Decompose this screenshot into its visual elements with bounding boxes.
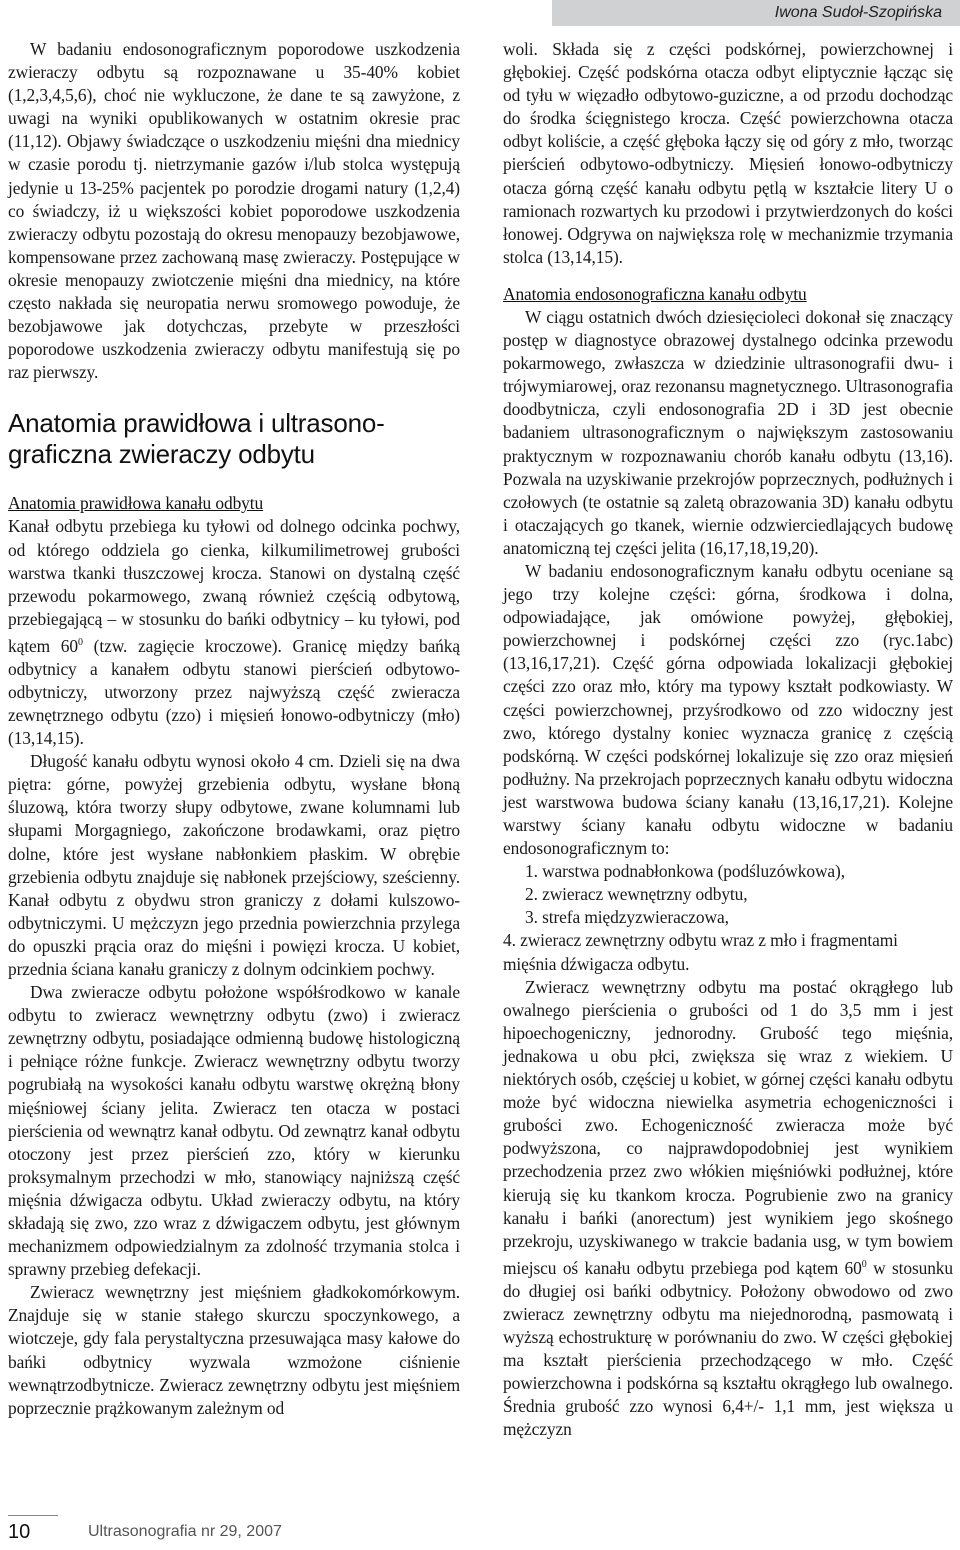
section-title-line2: graficzna zwieraczy odbytu (8, 439, 315, 470)
paragraph-internal-sphincter-us (503, 976, 953, 1442)
paragraph-internal-sphincter: Zwieracz wewnętrzny jest mięśniem gładkokomórkowym. Znajduje się w stanie stałego skurczu spoczynkowego, a wiotczeje, gdy fala perystaltyczna przesuwająca masy kałowe do bańki odbytnicy wyzwala wzmożone ciśnienie wewnątrzodbytnicze. Zwieracz zewnętrzny odbytu jest mięśniem poprzecznie prążkowanym zależnym od (8, 1282, 460, 1418)
paragraph-internal-sphincter-us-b: w stosunku do długiej osi bańki odbytnicy. Położony obwodowo od zwo zwieracz zewnętrzny odbytu ma niejednorodną, pasmowatą i wyższą echostrukturę w porównaniu do zwo. W części głębokiej ma kształt pierścienia przechodzącego w mło. Część powierzchowna i podskórna są kształtu okrągłego lub owalnego. Średnia grubość zzo wynosi 6,4+/- 1,1 mm, jest większa u mężczyzn (503, 1257, 953, 1440)
subheading-endosonographic-anatomy: Anatomia endosonograficzna kanału odbytu (503, 283, 807, 304)
intro-paragraph: W badaniu endosonograficznym poporodowe uszkodzenia zwieraczy odbytu są rozpoznawane u 35-40% kobiet (1,2,3,4,5,6), choć nie wykluczone, że dane te są zawyżone, z uwagi na wyniki opublikowanych w ostatnim okresie prac (11,12). Objawy świadczące o uszkodzeniu mięśni dna miednicy w czasie porodu tj. nietrzymanie gazów i/lub stolca występują jedynie u 13-25% pacjentek po porodzie drogami natury (1,2,4) co świadczy, iż u większości kobiet poporodowe uszkodzenia zwieraczy odbytu pozostają do okresu menopauzy bezobjawowe, kompensowane przez zachowaną masę zwieraczy. Postępujące w okresie menopauzy zwiotczenie mięśni dna miednicy, na które często nakłada się neuropatia nerwu sromowego powoduje, że bezobjawowe jak dotychczas, przebyte w przeszłości poporodowe uszkodzenia zwieraczy odbytu manifestują się po raz pierwszy. (8, 39, 460, 383)
paragraph-internal-sphincter-us-a: Zwieracz wewnętrzny odbytu ma postać okrągłego lub owalnego pierścienia o grubości od 1 do 3,5 mm i jest hipoechogeniczny, jednorodny. Grubość tego mięśnia, jednakowa u obu płci, zwiększa się wraz z wiekiem. U niektórych osób, częściej u kobiet, w górnej części kanału odbytu może być widoczna niewielka asymetria echogeniczności i grubości zwo. Echogeniczność zwieracza może być podwyższona, co najprawdopodobniej jest wynikiem przechodzenia przez zwo włókien mięśniówki podłużnej, które kierują się ku tkankom krocza. Pogrubienie zwo na granicy kanału i bańki (anorectum) jest wynikiem jego skośnego przekroju, uzyskiwanego w trakcie badania usg, w tym bowiem miejscu oś kanału odbytu przebiega pod kątem 60 (503, 976, 953, 1278)
running-header (552, 0, 960, 26)
degree-superscript: 0 (77, 636, 83, 648)
left-column (8, 38, 460, 1420)
paragraph-three-parts: W badaniu endosonograficznym kanału odbytu oceniane są jego trzy kolejne części: górna, środkowa i dolna, odpowiadające, jak omówione powyżej, głębokiej, powierzchownej i podskórnej części zzo (ryc.1abc) (13,16,17,21). Część górna odpowiada lokalizacji głębokiej części zzo oraz mło, który ma typowy kształt podkowiasty. W części powierzchownej, przyśrodkowo od zzo widoczny jest zwo, którego dystalny koniec wyznacza granicę z częścią podskórną. W części podskórnej lokalizuje się zzo oraz mięsień podłużny. Na przekrojach poprzecznych kanału odbytu widoczna jest warstwowa budowa ściany kanału (13,16,17,21). Kolejne warstwy ściany kanału odbytu widoczne w badaniu endosonograficznym to: (503, 560, 953, 859)
paragraph-anal-canal-b: (tzw. zagięcie kroczowe). Granicę między bańką odbytnicy a kanałem odbytu stanowi pierścień odbytowo-odbytniczy, utworzony przez najwyższą część zwieracza zewnętrznego odbytu (zzo) i mięsień łonowo-odbytniczy (mło) (13,14,15). (8, 635, 460, 749)
right-column (503, 38, 953, 1441)
list-item: 3. strefa międzyzwieraczowa, (525, 907, 729, 928)
paragraph-anal-canal (8, 515, 460, 750)
subheading-normal-anatomy: Anatomia prawidłowa kanału odbytu (8, 493, 264, 514)
footer-rule (8, 1515, 58, 1516)
section-title (8, 408, 460, 470)
paragraph-two-sphincters: Dwa zwieracze odbytu położone współśrodkowo w kanale odbytu to zwieracz wewnętrzny odbytu (zwo) i zwieracz zewnętrzny odbytu, posiadające odmienną budowę histologiczną i pełniące różne funkcje. Zwieracz wewnętrzny odbytu tworzy pogrubiałą na wysokości kanału odbytu warstwę okrężną błony mięśniowej ściany jelita. Zwieracz ten otacza w postaci pierścienia od wewnątrz kanał odbytu. Od zewnątrz kanał odbytu otoczony jest przez pierścień zzo, który w kierunku proksymalnym przechodzi w mło, stanowiący najniższą część mięśnia dźwigacza odbytu. Układ zwieraczy odbytu, na który składają się zwo, zzo wraz z dźwigaczem odbytu, jest głównym mechanizmem odpowiedzialnym za zdolność trzymania stolca i sprawny przebieg defekacji. (8, 982, 460, 1280)
journal-name: Ultrasonografia nr 29, 2007 (88, 1523, 282, 1540)
paragraph-anal-canal-a: Kanał odbytu przebiega ku tyłowi od dolnego odcinka pochwy, od którego oddziela go cienka, kilkumilimetrowej grubości warstwa tkanki tłuszczowej krocza. Stanowi on dystalną część przewodu pokarmowego, zwaną również częścią odbytową, przebiegającą – w stosunku do bańki odbytnicy – ku tyłowi, pod kątem 60 (8, 516, 460, 656)
section-title-line1: Anatomia prawidłowa i ultrasono- (8, 408, 385, 439)
wall-layers-list (503, 860, 953, 975)
header-author: Iwona Sudoł-Szopińska (774, 4, 942, 21)
paragraph-imaging-progress: W ciągu ostatnich dwóch dziesięcioleci dokonał się znaczący postęp w diagnostyce obrazowej dystalnego odcinka przewodu pokarmowego, zwłaszcza w dziedzinie ultrasonografii dwu- i trójwymiarowej, oraz rezonansu magnetycznego. Ultrasonografia doodbytnicza, czyli endosonografia 2D i 3D jest obecnie badaniem ultrasonograficznym o największym zastosowaniu praktycznym w rozpoznawaniu chorób kanału odbytu (13,16). Pozwala na uzyskiwanie przekrojów poprzecznych, podłużnych i czołowych (te ostatnie są zaletą obrazowania 3D) kanału odbytu i otaczających go tkanek, wiernie odzwierciedlających budowę anatomiczną tej części jelita (16,17,18,19,20). (503, 306, 953, 558)
paragraph-continued: woli. Składa się z części podskórnej, powierzchownej i głębokiej. Część podskórna otacza odbyt eliptycznie łącząc się od tyłu w więzadło odbytowo-guziczne, a od przodu dochodząc do środka ścięgnistego krocza. Część powierzchowna otacza odbyt koliście, a część głęboka łączy się od góry z mło, tworząc pierścień odbytowo-odbytniczy. Mięsień łonowo-odbytniczy otacza górną część kanału odbytu pętlą w kształcie litery U o ramionach rozwartych ku przodowi i przytwierdzonych do kości łonowej. Odgrywa on największa rolę w mechanizmie trzymania stolca (13,14,15). (503, 39, 953, 267)
list-item: 1. warstwa podnabłonkowa (podśluzówkowa), (525, 861, 845, 882)
page-number: 10 (8, 1521, 31, 1543)
list-item: 2. zwieracz wewnętrzny odbytu, (525, 884, 748, 905)
degree-superscript: 0 (861, 1258, 867, 1270)
paragraph-canal-length: Długość kanału odbytu wynosi około 4 cm. Dzieli się na dwa piętra: górne, powyżej grzebienia odbytu, wysłane błoną śluzową, która tworzy słupy odbytowe, zwane kolumnami lub słupami Morgagniego, zakończone brodawkami, oraz piętro dolne, które jest wysłane nabłonkiem płaskim. W obrębie grzebienia odbytu znajduje się nabłonek przejściowy, sześcienny. Kanał odbytu z obydwu stron graniczy z dołami kulszowo-odbytniczymi. U mężczyzn jego przednia powierzchnia przylega do opuszki prącia oraz do mięśni i powięzi krocza. U kobiet, przednia ściana kanału graniczy z dolnym odcinkiem pochwy. (8, 751, 460, 979)
list-item: 4. zwieracz zewnętrzny odbytu wraz z mło i fragmentami mięśnia dźwigacza odbytu. (503, 930, 898, 974)
